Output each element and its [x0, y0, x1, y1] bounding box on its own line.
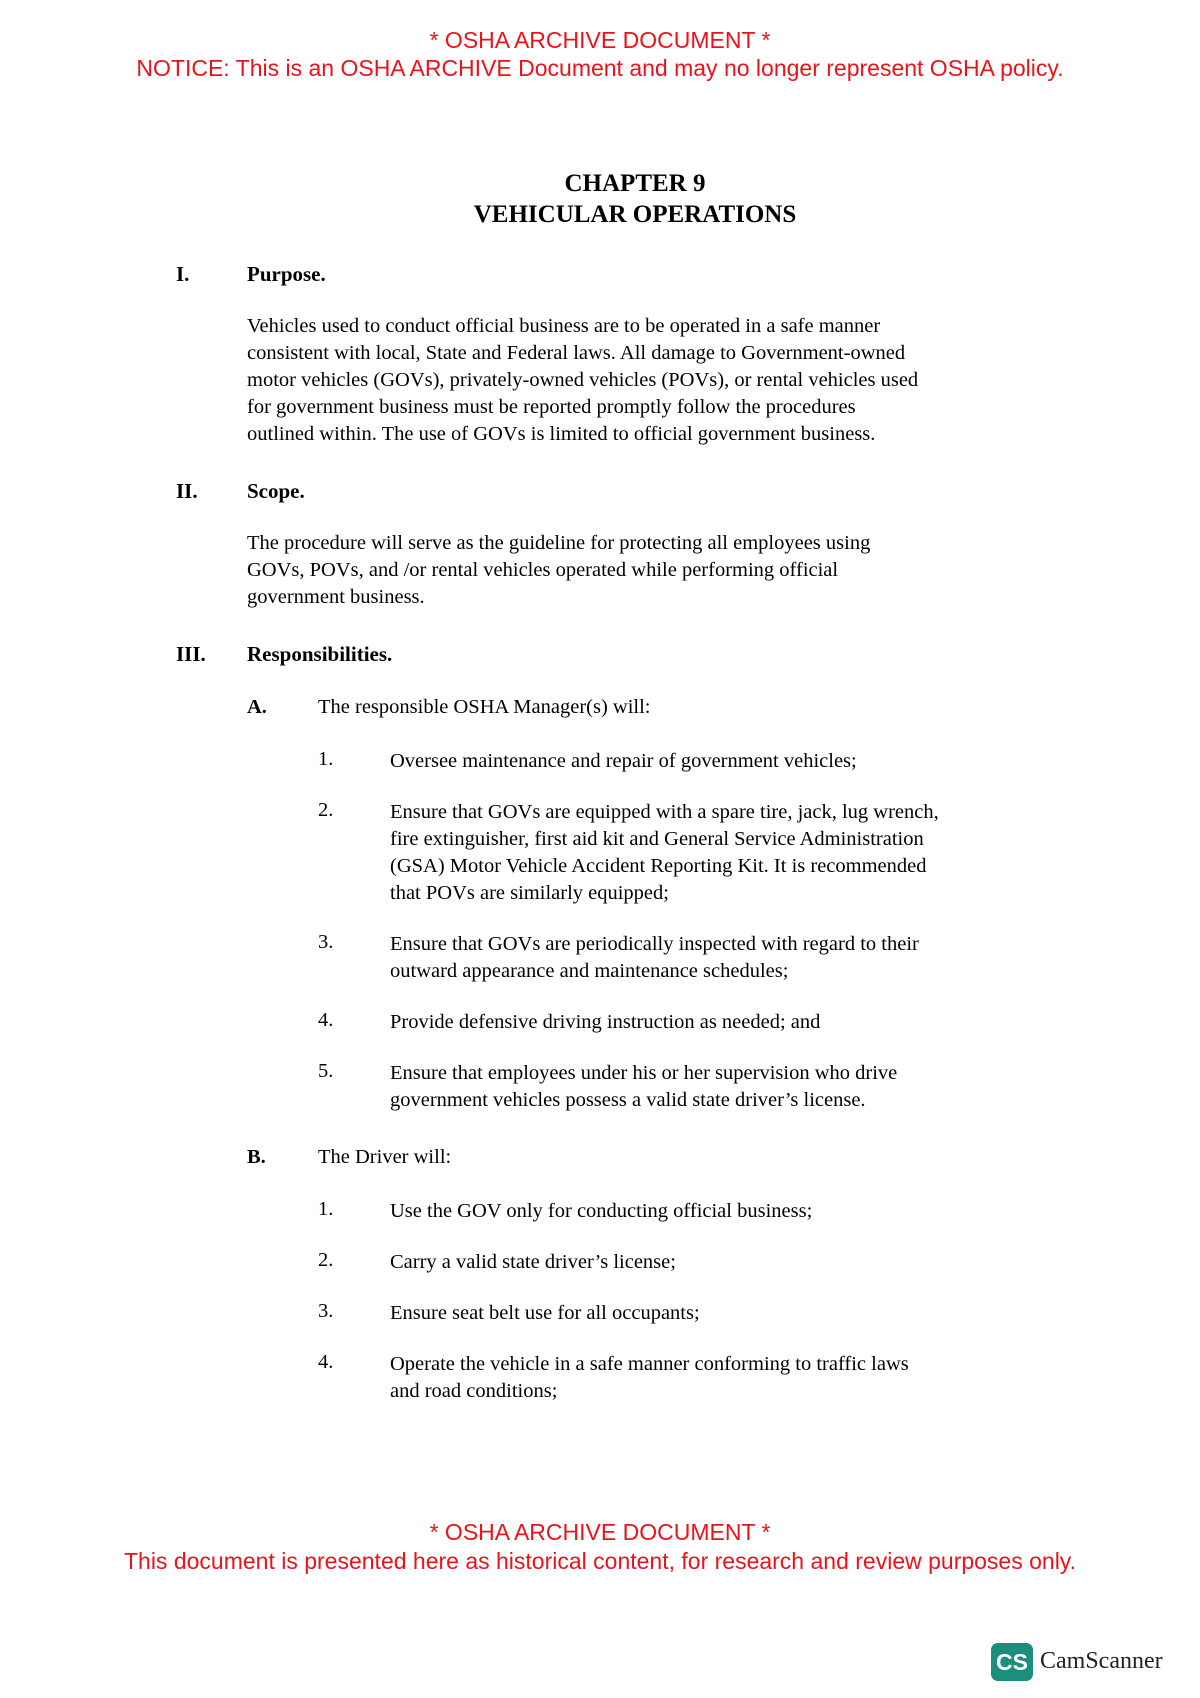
subsection-heading-b: The Driver will:	[318, 1146, 452, 1168]
section-title-responsibilities: Responsibilities.	[247, 642, 393, 666]
list-item-line: outward appearance and maintenance schedules;	[390, 960, 789, 982]
list-item	[390, 1249, 676, 1276]
list-item-line: Ensure seat belt use for all occupants;	[390, 1302, 700, 1324]
camscanner-watermark: CamScanner	[1040, 1648, 1163, 1674]
list-item-number: 3.	[318, 1300, 334, 1322]
list-item-line: Carry a valid state driver’s license;	[390, 1251, 676, 1273]
list-item	[390, 1198, 812, 1225]
list-item-line: Oversee maintenance and repair of government vehicles;	[390, 750, 857, 772]
list-item-line: Ensure that GOVs are equipped with a spare tire, jack, lug wrench,	[390, 801, 939, 823]
list-item-number: 1.	[318, 748, 334, 770]
paragraph-line: Vehicles used to conduct official business are to be operated in a safe manner	[247, 315, 881, 337]
purpose-paragraph	[247, 313, 918, 448]
paragraph-line: government business.	[247, 586, 425, 608]
list-item-line: Ensure that GOVs are periodically inspected with regard to their	[390, 933, 919, 955]
list-item-line: and road conditions;	[390, 1380, 558, 1402]
list-item-line: fire extinguisher, first aid kit and General Service Administration	[390, 828, 924, 850]
list-item-number: 4.	[318, 1351, 334, 1373]
paragraph-line: The procedure will serve as the guideline for protecting all employees using	[247, 532, 871, 554]
list-item-line: government vehicles possess a valid state driver’s license.	[390, 1089, 866, 1111]
list-item-line: that POVs are similarly equipped;	[390, 882, 669, 904]
list-item	[390, 1060, 897, 1114]
list-item-line: Ensure that employees under his or her supervision who drive	[390, 1062, 898, 1084]
paragraph-line: outlined within. The use of GOVs is limited to official government business.	[247, 423, 876, 445]
list-item-line: (GSA) Motor Vehicle Accident Reporting Kit. It is recommended	[390, 855, 927, 877]
list-item-line: Operate the vehicle in a safe manner conforming to traffic laws	[390, 1353, 909, 1375]
list-item	[390, 748, 857, 775]
chapter-title: VEHICULAR OPERATIONS	[473, 201, 797, 228]
list-item-number: 2.	[318, 799, 334, 821]
paragraph-line: consistent with local, State and Federal laws. All damage to Government-owned	[247, 342, 906, 364]
section-number: III.	[176, 642, 206, 666]
list-item-number: 3.	[318, 931, 334, 953]
section-title-purpose: Purpose.	[247, 262, 326, 286]
archive-notice-text: NOTICE: This is an OSHA ARCHIVE Document and may no longer represent OSHA policy.	[136, 55, 1064, 81]
paragraph-line: motor vehicles (GOVs), privately-owned vehicles (POVs), or rental vehicles used	[247, 369, 919, 391]
list-item-number: 2.	[318, 1249, 334, 1271]
paragraph-line: GOVs, POVs, and /or rental vehicles operated while performing official	[247, 559, 839, 581]
list-item	[390, 1351, 909, 1405]
paragraph-line: for government business must be reported promptly follow the procedures	[247, 396, 856, 418]
section-title-scope: Scope.	[247, 479, 305, 503]
subsection-letter-a: A.	[247, 696, 267, 718]
section-number: I.	[176, 262, 190, 286]
list-item-number: 1.	[318, 1198, 334, 1220]
section-number: II.	[176, 479, 198, 503]
list-item-number: 4.	[318, 1009, 334, 1031]
archive-notice-title: * OSHA ARCHIVE DOCUMENT *	[429, 27, 771, 53]
chapter-number: CHAPTER 9	[564, 170, 706, 197]
subsection-letter-b: B.	[247, 1146, 266, 1168]
list-item-line: Use the GOV only for conducting official business;	[390, 1200, 813, 1222]
archive-footer-text: This document is presented here as historical content, for research and review purposes only.	[123, 1548, 1076, 1574]
camscanner-logo-icon: CS	[991, 1643, 1033, 1681]
list-item	[390, 931, 919, 985]
list-item-number: 5.	[318, 1060, 334, 1082]
list-item	[390, 1300, 700, 1327]
list-item	[390, 1009, 820, 1036]
archive-footer-title: * OSHA ARCHIVE DOCUMENT *	[429, 1519, 771, 1545]
list-item	[390, 799, 939, 907]
scope-paragraph	[247, 530, 870, 611]
list-item-line: Provide defensive driving instruction as needed; and	[390, 1011, 821, 1033]
subsection-heading-a: The responsible OSHA Manager(s) will:	[318, 696, 651, 718]
